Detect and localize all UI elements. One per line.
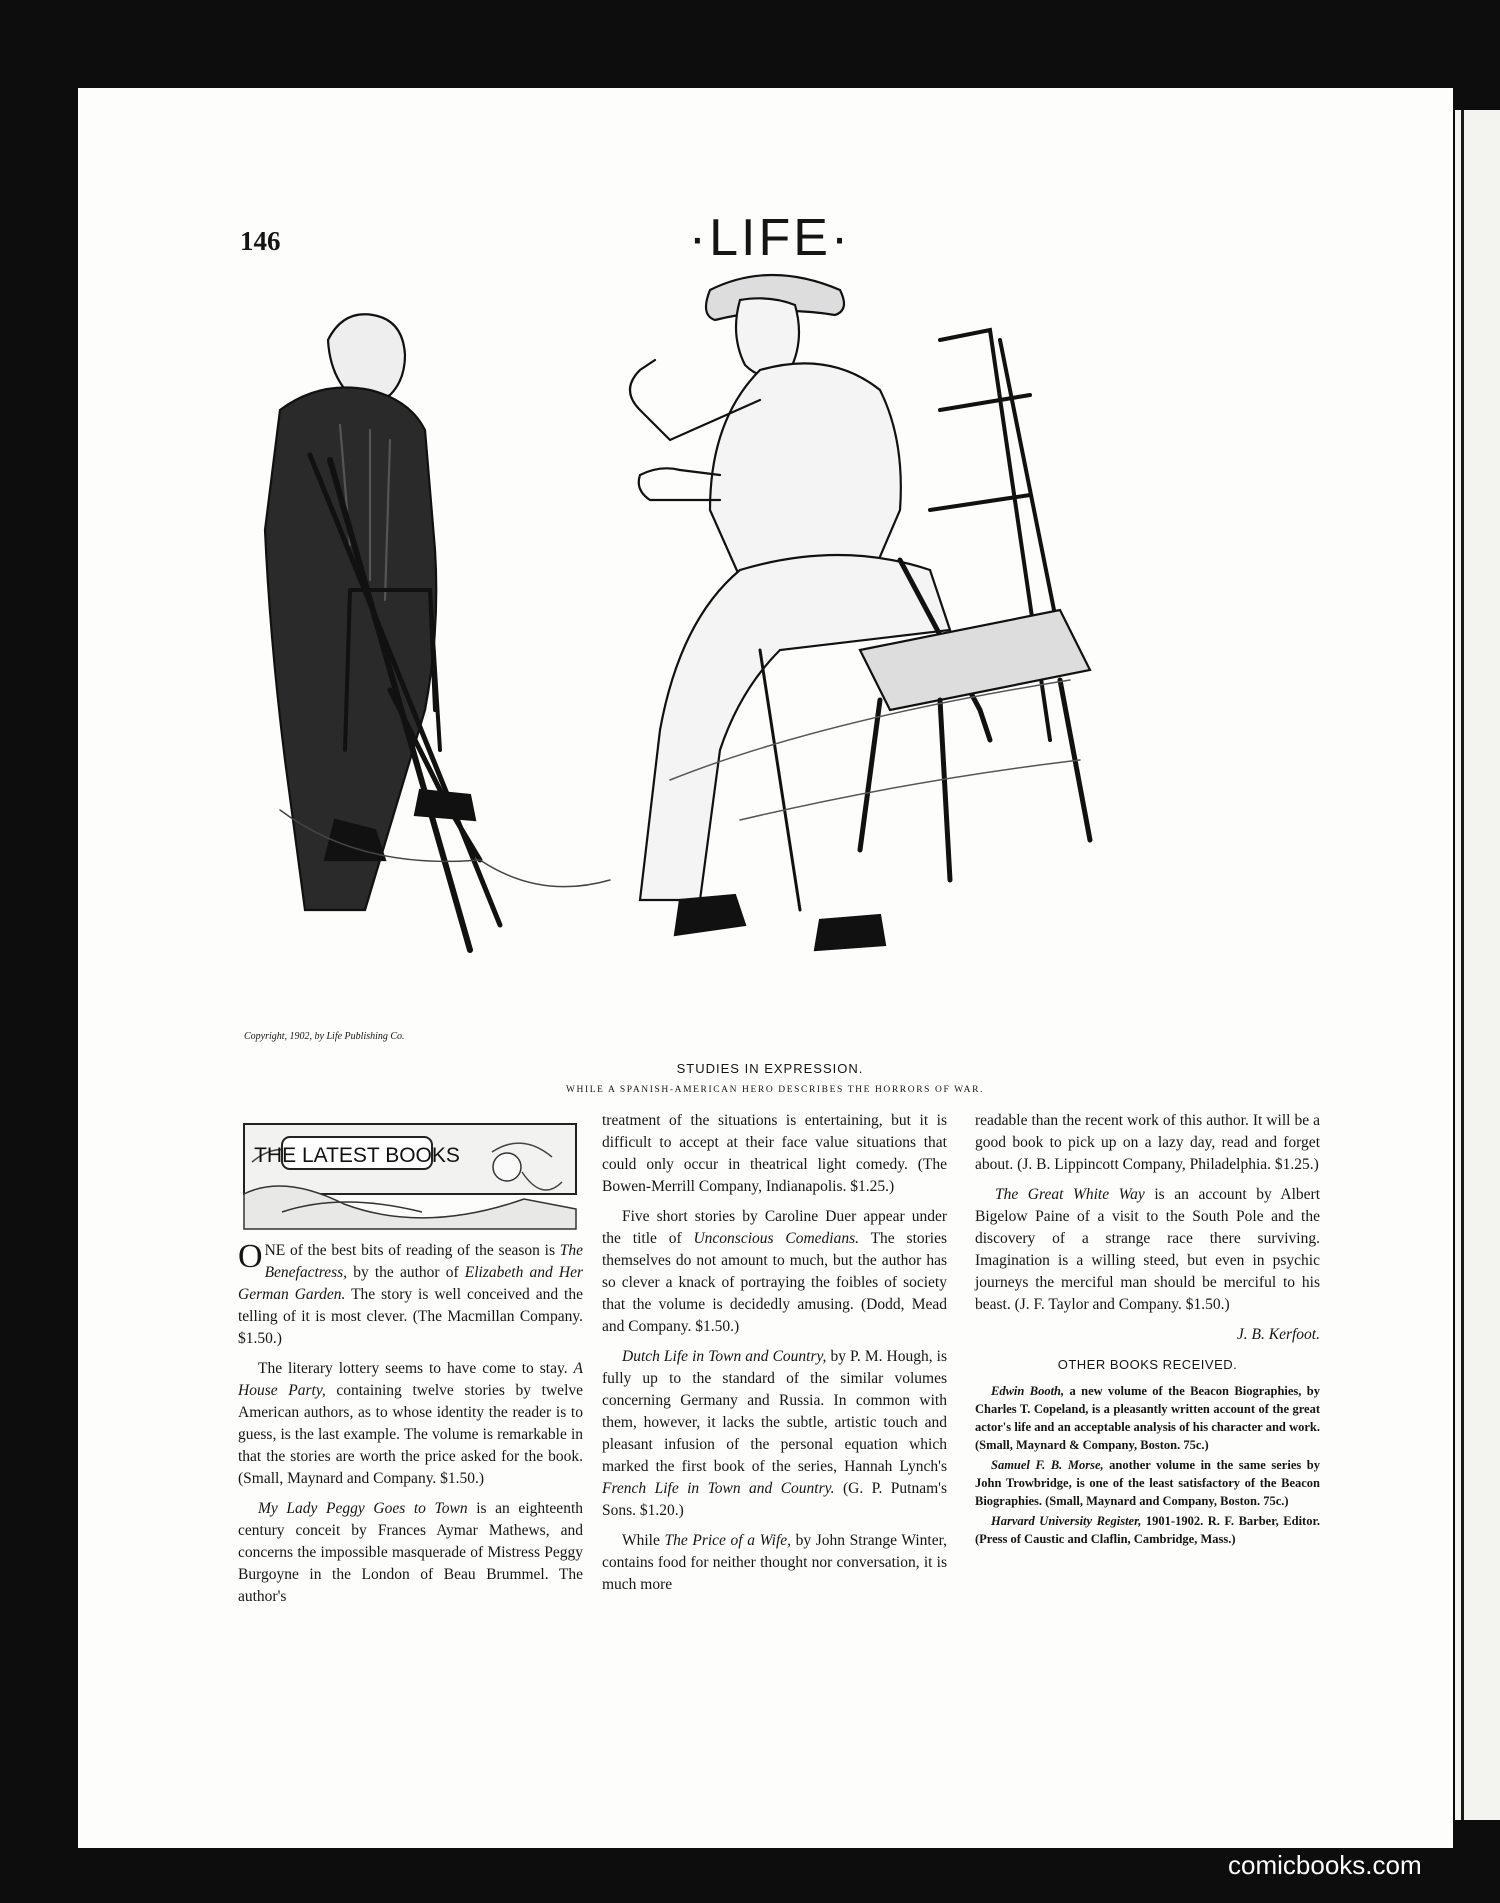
other-books-list [975,1382,1320,1548]
paragraph: treatment of the situations is entertaining, but it is difficult to accept at their face value situations that could only occur in theatrical light comedy. (The Bowen-Merrill Company, Indianapolis. $1.25.) [602,1112,947,1195]
copyright-line: Copyright, 1902, by Life Publishing Co. [244,1031,405,1042]
list-item: Samuel F. B. Morse, another volume in the same series by John Trowbridge, is one of the least satisfactory of the Beacon Biographies. (Small, Maynard and Company, Boston. 75c.) [975,1458,1320,1508]
paragraph: While The Price of a Wife, by John Strange Winter, contains food for neither thought nor conversation, it is much more [602,1532,947,1593]
paragraph: The Great White Way is an account by Albert Bigelow Paine of a visit to the South Pole and the discovery of a strange race there surviving. Imagination is a willing steed, but even in psychic journeys the merciful man should be merciful to his beast. (J. F. Taylor and Company. $1.50.) [975,1186,1321,1313]
column-2 [602,1110,947,1604]
column-1 [238,1122,583,1616]
caption-title: STUDIES IN EXPRESSION. [676,1061,864,1076]
headpiece-title: THE LATEST BOOKS [254,1144,460,1167]
caption-subtitle: WHILE A SPANISH-AMERICAN HERO DESCRIBES THE HORRORS OF WAR. [565,1085,985,1095]
paragraph: Five short stories by Caroline Duer appear under the title of Unconscious Comedians. The stories themselves do not amount to much, but the author has so clever a knack of portraying the foibles of society that the volume is decidedly amusing. (Dodd, Mead and Company. $1.50.) [602,1208,947,1335]
paragraph: Dutch Life in Town and Country, by P. M. Hough, is fully up to the standard of the similar volumes concerning Germany and Russia. In common with them, however, it lacks the subtle, artistic touch and pleasant infusion of the personal equation which marked the first book of the series, Hannah Lynch's French Life in Town and Country. (G. P. Putnam's Sons. $1.20.) [602,1348,947,1519]
other-books-heading: OTHER BOOKS RECEIVED. [1057,1357,1238,1372]
page-number: 146 [240,226,281,256]
drop-cap: O [238,1238,263,1275]
masthead-title: ·LIFE· [688,209,852,267]
latest-books-headpiece [242,1122,578,1234]
soldier-figure [630,275,1090,950]
paragraph: My Lady Peggy Goes to Town is an eighteenth century conceit by Frances Aymar Mathews, and concerns the impossible masquerade of Mistress Peggy Burgoyne in the London of Beau Brummel. The author's [238,1500,583,1605]
paragraph: The literary lottery seems to have come to stay. A House Party, containing twelve stories by twelve American authors, as to whose identity the reader is to guess, is the last example. The volume is remarkable in that the stories are worth the price asked for the book. (Small, Maynard and Company. $1.50.) [238,1360,584,1487]
old-man-figure [240,260,610,950]
adjacent-page-edge [1455,110,1500,1820]
list-item: Edwin Booth, a new volume of the Beacon Biographies, by Charles T. Copeland, is a pleasantly written account of the great actor's life and an acceptable analysis of his character and work. (Small, Maynard & Company, Boston. 75c.) [975,1384,1320,1452]
cartoon-illustration [240,260,1320,1035]
column-3 [975,1110,1320,1550]
author-signature: J. B. Kerfoot. [1236,1326,1320,1343]
paragraph: readable than the recent work of this author. It will be a good book to pick up on a lazy day, read and forget about. (J. B. Lippincott Company, Philadelphia. $1.25.) [975,1112,1320,1173]
list-item: Harvard University Register, 1901-1902. R. F. Barber, Editor. (Press of Caustic and Claflin, Cambridge, Mass.) [975,1514,1320,1546]
paragraph: ONE of the best bits of reading of the season is The Benefactress, by the author of Elizabeth and Her German Garden. The story is well conceived and the telling of it is most clever. (The Macmillan Company. $1.50.) [238,1238,583,1347]
site-watermark: comicbooks.com [1228,1850,1422,1880]
